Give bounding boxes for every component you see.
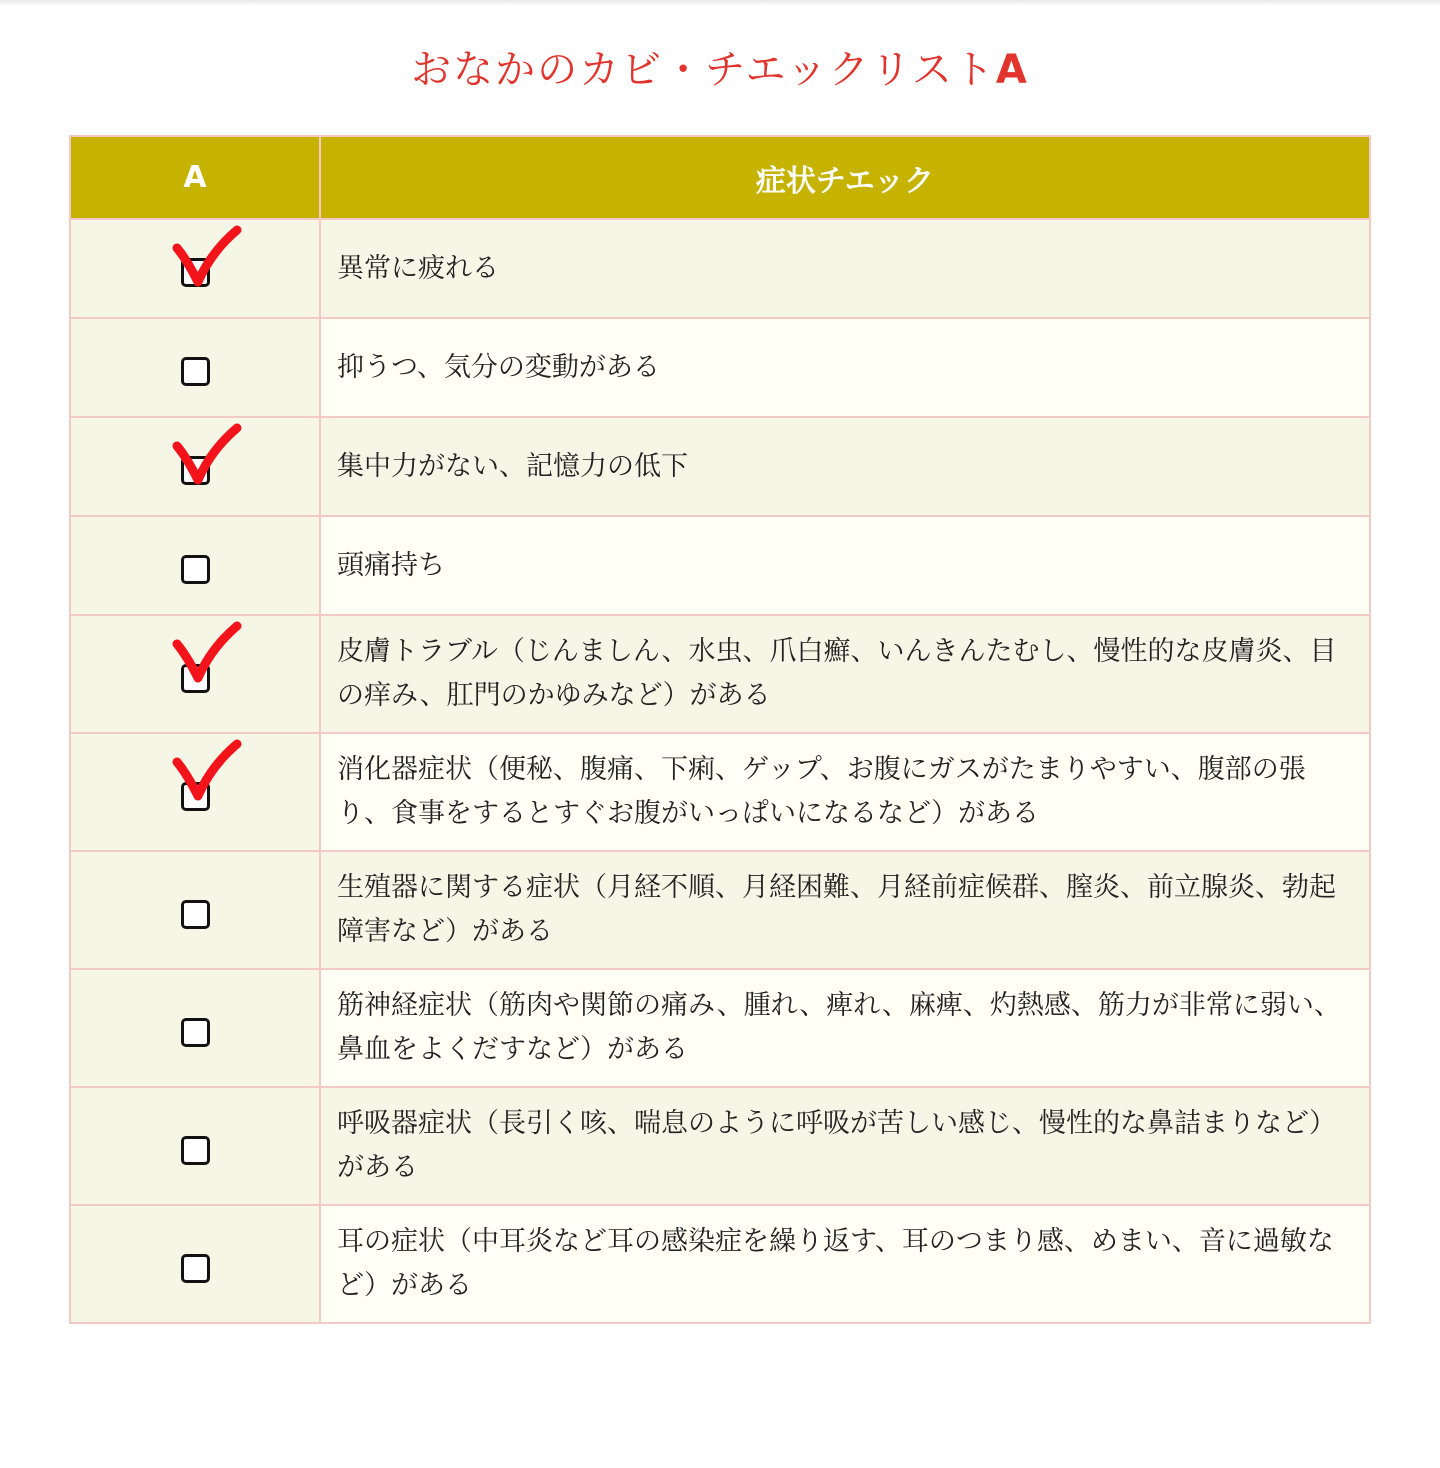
checkbox-cell xyxy=(70,516,320,615)
page-title-letter: A xyxy=(995,47,1029,93)
top-edge-shadow xyxy=(0,0,1440,6)
symptom-checkbox[interactable] xyxy=(181,1018,210,1047)
checkbox-cell xyxy=(70,1087,320,1205)
symptom-checkbox[interactable] xyxy=(181,782,210,811)
checkbox-cell xyxy=(70,417,320,516)
table-row xyxy=(70,851,1370,969)
symptom-text: 抑うつ、気分の変動がある xyxy=(320,318,1370,417)
symptom-checkbox[interactable] xyxy=(181,1136,210,1165)
symptom-checkbox[interactable] xyxy=(181,357,210,386)
checkbox-cell xyxy=(70,851,320,969)
checkbox-cell xyxy=(70,615,320,733)
symptom-text: 異常に疲れる xyxy=(320,219,1370,318)
checklist-table xyxy=(69,135,1371,1324)
table-row xyxy=(70,1087,1370,1205)
checkbox-cell xyxy=(70,969,320,1087)
table-row xyxy=(70,615,1370,733)
checkbox-cell xyxy=(70,733,320,851)
symptom-checkbox[interactable] xyxy=(181,900,210,929)
header-col-a: A xyxy=(70,136,320,219)
table-row xyxy=(70,516,1370,615)
table-row xyxy=(70,1205,1370,1323)
table-row xyxy=(70,318,1370,417)
header-col-symptom: 症状チエック xyxy=(320,136,1370,219)
symptom-text: 耳の症状（中耳炎など耳の感染症を繰り返す、耳のつまり感、めまい、音に過敏など）がある xyxy=(320,1205,1370,1323)
symptom-checkbox[interactable] xyxy=(181,1254,210,1283)
table-row xyxy=(70,219,1370,318)
symptom-text: 生殖器に関する症状（月経不順、月経困難、月経前症候群、膣炎、前立腺炎、勃起障害など）がある xyxy=(320,851,1370,969)
symptom-checkbox[interactable] xyxy=(181,258,210,287)
symptom-checkbox[interactable] xyxy=(181,456,210,485)
symptom-text: 筋神経症状（筋肉や関節の痛み、腫れ、痺れ、麻痺、灼熱感、筋力が非常に弱い、鼻血をよくだすなど）がある xyxy=(320,969,1370,1087)
checkbox-cell xyxy=(70,318,320,417)
table-row xyxy=(70,969,1370,1087)
symptom-text: 皮膚トラブル（じんましん、水虫、爪白癬、いんきんたむし、慢性的な皮膚炎、目の痒み、肛門のかゆみなど）がある xyxy=(320,615,1370,733)
table-header-row xyxy=(70,136,1370,219)
symptom-checkbox[interactable] xyxy=(181,555,210,584)
symptom-checkbox[interactable] xyxy=(181,664,210,693)
page-title-text: おなかのカビ・チエックリスト xyxy=(411,47,996,93)
symptom-text: 呼吸器症状（長引く咳、喘息のように呼吸が苦しい感じ、慢性的な鼻詰まりなど）がある xyxy=(320,1087,1370,1205)
table-row xyxy=(70,733,1370,851)
table-row xyxy=(70,417,1370,516)
symptom-text: 消化器症状（便秘、腹痛、下痢、ゲップ、お腹にガスがたまりやすい、腹部の張り、食事をするとすぐお腹がいっぱいになるなど）がある xyxy=(320,733,1370,851)
symptom-text: 集中力がない、記憶力の低下 xyxy=(320,417,1370,516)
checkbox-cell xyxy=(70,1205,320,1323)
checkbox-cell xyxy=(70,219,320,318)
symptom-text: 頭痛持ち xyxy=(320,516,1370,615)
page-title xyxy=(0,38,1440,102)
